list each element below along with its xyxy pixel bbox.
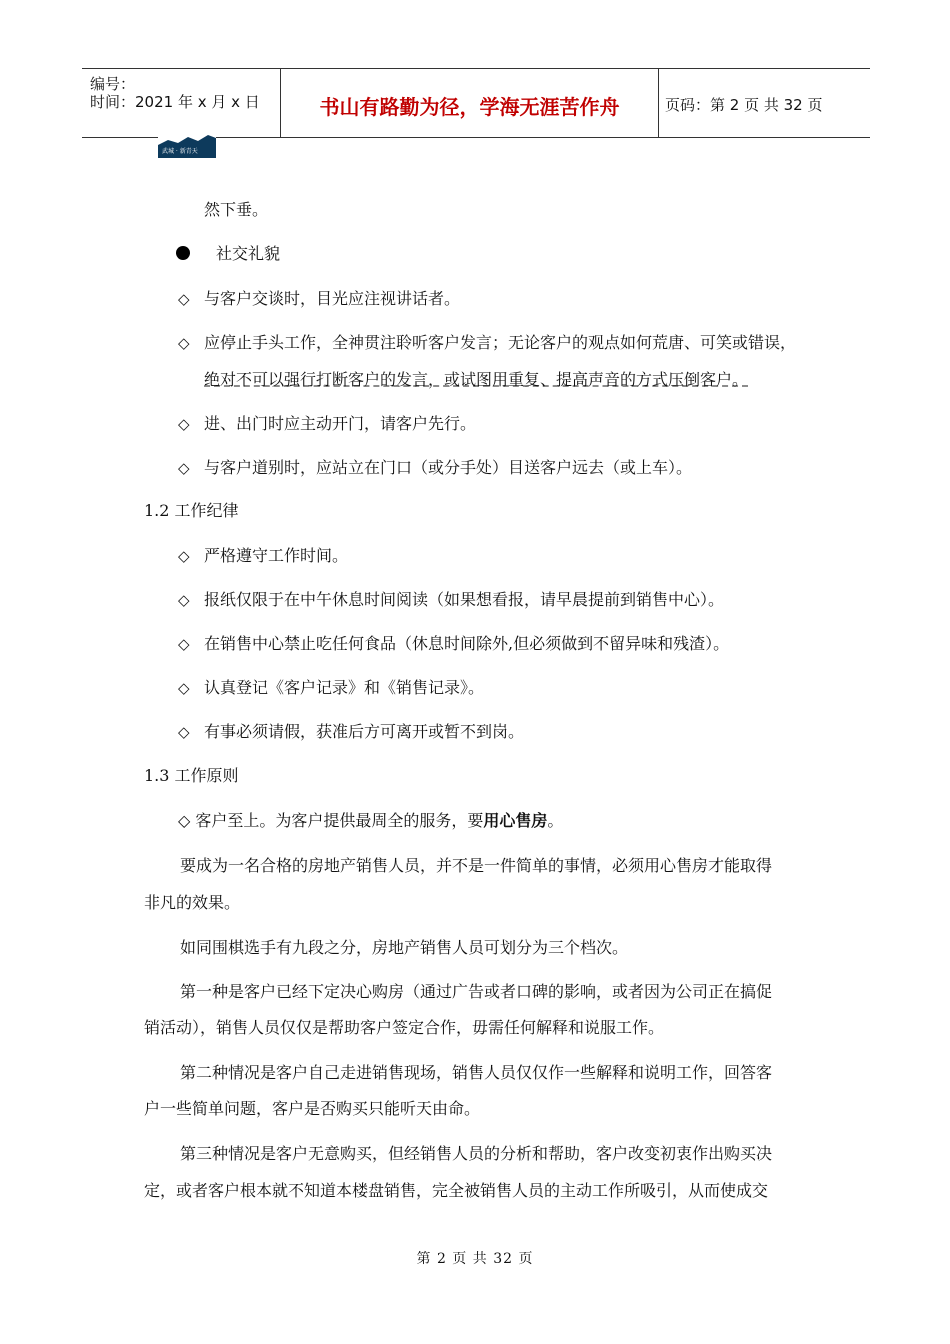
principle-line — [178, 811, 563, 831]
diamond-bullet-icon: ◇ — [178, 723, 190, 741]
list-item: 报纸仅限于在中午休息时间阅读（如果想看报，请早晨提前到销售中心）。 — [204, 590, 725, 609]
principle-emphasis: 用心售房 — [483, 811, 548, 830]
diamond-bullet-icon: ◇ — [178, 334, 190, 352]
header-page-cell — [659, 69, 870, 137]
document-header — [82, 68, 870, 138]
company-logo — [158, 131, 216, 158]
section-heading-1-3: 1.3 工作原则 — [144, 766, 239, 785]
header-motto-cell — [281, 69, 659, 137]
principle-prefix: ◇ 客户至上。为客户提供最周全的服务，要 — [178, 811, 484, 830]
principle-suffix: 。 — [547, 811, 564, 830]
diamond-bullet-icon: ◇ — [178, 459, 190, 477]
diamond-bullet-icon: ◇ — [178, 635, 190, 653]
header-meta-cell — [82, 69, 281, 137]
list-item-continuation: 绝对不可以强行打断客户的发言，或试图用重复、提高声音的方式压倒客户。 — [204, 370, 749, 389]
diamond-bullet-icon: ◇ — [178, 290, 190, 308]
paragraph-line: 第一种是客户已经下定决心购房（通过广告或者口碑的影响，或者因为公司正在搞促 — [180, 982, 773, 1001]
paragraph-line: 第二种情况是客户自己走进销售现场，销售人员仅仅作一些解释和说明工作，回答客 — [180, 1063, 773, 1082]
paragraph-line: 如同围棋选手有九段之分，房地产销售人员可划分为三个档次。 — [180, 938, 629, 957]
section-title-social: 社交礼貌 — [216, 244, 281, 263]
list-item: 应停止手头工作，全神贯注聆听客户发言；无论客户的观点如何荒唐、可笑或错误， — [204, 333, 797, 352]
page-footer: 第 2 页 共 32 页 — [416, 1251, 534, 1267]
diamond-bullet-icon: ◇ — [178, 591, 190, 609]
list-item: 在销售中心禁止吃任何食品（休息时间除外,但必须做到不留异味和残渣）。 — [204, 634, 730, 653]
section-heading-1-2: 1.2 工作纪律 — [144, 501, 239, 520]
header-number: 编号： — [90, 75, 136, 93]
diamond-bullet-icon: ◇ — [178, 547, 190, 565]
paragraph-line: 销活动），销售人员仅仅是帮助客户签定合作，毋需任何解释和说服工作。 — [144, 1018, 665, 1037]
list-item: 有事必须请假，获准后方可离开或暂不到岗。 — [204, 722, 525, 741]
list-item: 进、出门时应主动开门，请客户先行。 — [204, 414, 477, 433]
diamond-bullet-icon: ◇ — [178, 415, 190, 433]
text-line: 然下垂。 — [204, 200, 269, 219]
diamond-bullet-icon: ◇ — [178, 679, 190, 697]
paragraph-line: 第三种情况是客户无意购买，但经销售人员的分析和帮助，客户改变初衷作出购买决 — [180, 1144, 773, 1163]
header-motto: 书山有路勤为径，学海无涯苦作舟 — [319, 95, 620, 119]
list-item: 与客户交谈时，目光应注视讲话者。 — [204, 289, 461, 308]
header-time: 时间：2021 年 x 月 x 日 — [90, 93, 260, 111]
paragraph-line: 要成为一名合格的房地产销售人员，并不是一件简单的事情，必须用心售房才能取得 — [180, 856, 773, 875]
list-item: 认真登记《客户记录》和《销售记录》。 — [204, 678, 485, 697]
list-item: 严格遵守工作时间。 — [204, 546, 349, 565]
svg-text:武城 · 新青天: 武城 · 新青天 — [162, 148, 198, 155]
paragraph-line: 非凡的效果。 — [144, 893, 241, 912]
header-page-number: 页码：第 2 页 共 32 页 — [665, 96, 823, 114]
paragraph-line: 定，或者客户根本就不知道本楼盘销售，完全被销售人员的主动工作所吸引，从而使成交 — [144, 1181, 769, 1200]
bullet-dot-icon — [176, 246, 190, 260]
list-item: 与客户道别时，应站立在门口（或分手处）目送客户远去（或上车）。 — [204, 458, 693, 477]
paragraph-line: 户一些简单问题，客户是否购买只能听天由命。 — [144, 1099, 481, 1118]
